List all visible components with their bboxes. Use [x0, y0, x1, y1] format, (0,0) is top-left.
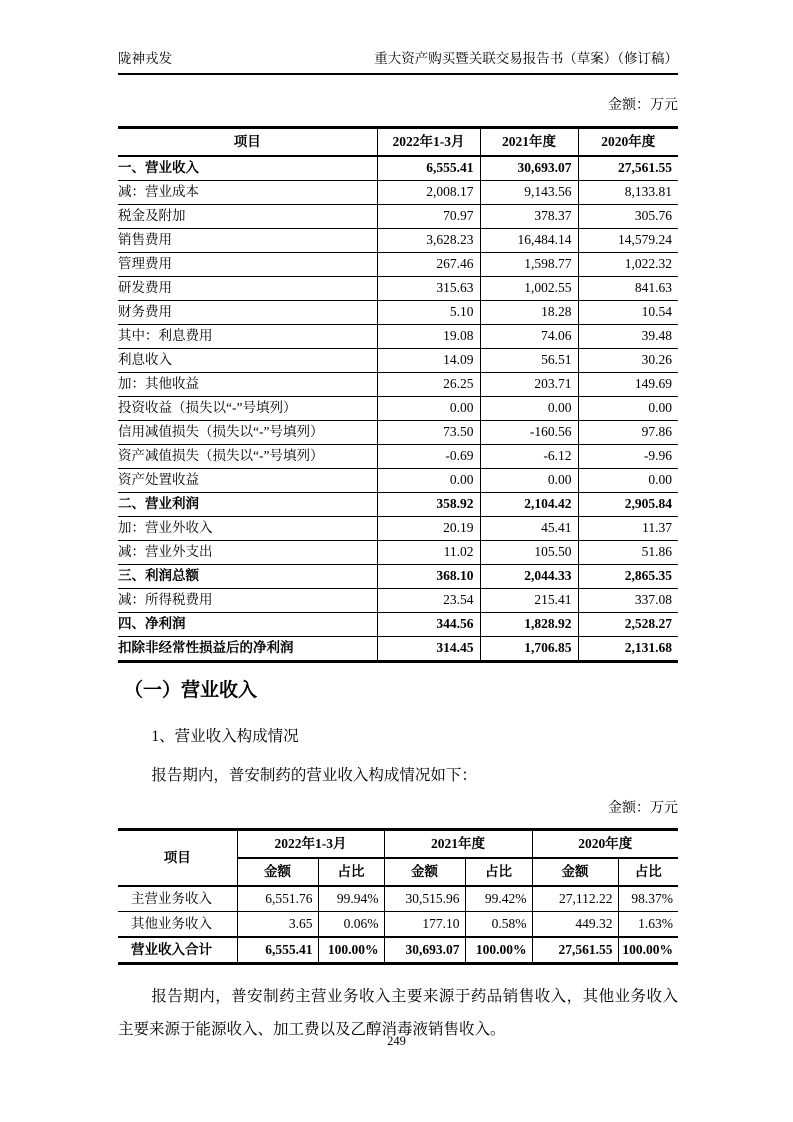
row-value: 2,905.84	[578, 493, 678, 517]
row-label: 一、营业收入	[118, 156, 377, 181]
table-row	[118, 397, 678, 421]
table-row	[118, 277, 678, 301]
column-header-2020: 2020年度	[578, 128, 678, 157]
row-value: 841.63	[578, 277, 678, 301]
table-row	[118, 253, 678, 277]
table-row	[118, 445, 678, 469]
row-value: 99.42%	[465, 886, 532, 912]
row-value: 74.06	[480, 325, 578, 349]
row-value: 6,555.41	[377, 156, 480, 181]
table-row	[118, 349, 678, 373]
row-value: 10.54	[578, 301, 678, 325]
revenue-subheader-amount: 金额	[237, 858, 318, 886]
section-heading: （一）营业收入	[124, 680, 258, 701]
row-value: 51.86	[578, 541, 678, 565]
header-company: 陇神戎发	[118, 51, 172, 66]
row-value: 6,551.76	[237, 886, 318, 912]
row-label: 财务费用	[118, 301, 377, 325]
table-row	[118, 301, 678, 325]
row-value: 1,022.32	[578, 253, 678, 277]
row-value: 18.28	[480, 301, 578, 325]
income-statement-header	[118, 128, 678, 157]
table-row	[118, 565, 678, 589]
row-label: 研发费用	[118, 277, 377, 301]
row-value: 11.37	[578, 517, 678, 541]
row-label: 加：营业外收入	[118, 517, 377, 541]
row-value: 2,528.27	[578, 613, 678, 637]
table-row	[118, 181, 678, 205]
table-row	[118, 156, 678, 181]
row-value: 1,002.55	[480, 277, 578, 301]
row-label: 四、净利润	[118, 613, 377, 637]
row-value: 30,693.07	[480, 156, 578, 181]
row-value: 0.00	[578, 469, 678, 493]
row-value: 177.10	[384, 912, 465, 938]
row-label: 税金及附加	[118, 205, 377, 229]
row-value: 100.00%	[465, 937, 532, 964]
row-value: 203.71	[480, 373, 578, 397]
revenue-subheader-amount: 金额	[384, 858, 465, 886]
row-value: 449.32	[532, 912, 618, 938]
revenue-subheader-ratio: 占比	[618, 858, 678, 886]
table-row	[118, 886, 678, 912]
row-value: 56.51	[480, 349, 578, 373]
row-value: 39.48	[578, 325, 678, 349]
row-value: 105.50	[480, 541, 578, 565]
income-statement-body	[118, 156, 678, 662]
row-value: 344.56	[377, 613, 480, 637]
row-value: -160.56	[480, 421, 578, 445]
income-statement-table	[118, 126, 678, 663]
row-value: 97.86	[578, 421, 678, 445]
revenue-header-2021: 2021年度	[384, 830, 532, 859]
revenue-header-2020: 2020年度	[532, 830, 678, 859]
row-value: 98.37%	[618, 886, 678, 912]
row-value: 1,598.77	[480, 253, 578, 277]
revenue-header-2022q1: 2022年1-3月	[237, 830, 384, 859]
row-label: 资产处置收益	[118, 469, 377, 493]
row-value: 23.54	[377, 589, 480, 613]
row-value: 1,706.85	[480, 637, 578, 662]
row-value: 30,515.96	[384, 886, 465, 912]
row-value: 14,579.24	[578, 229, 678, 253]
row-value: 99.94%	[318, 886, 384, 912]
table-row	[118, 937, 678, 964]
revenue-composition-table	[118, 828, 678, 965]
unit-note-top: 金额：万元	[608, 98, 678, 113]
row-value: -0.69	[377, 445, 480, 469]
table-row	[118, 637, 678, 662]
header-doc-title: 重大资产购买暨关联交易报告书（草案）（修订稿）	[374, 51, 678, 66]
row-value: 1.63%	[618, 912, 678, 938]
row-value: 5.10	[377, 301, 480, 325]
row-value: 9,143.56	[480, 181, 578, 205]
table-row	[118, 541, 678, 565]
row-value: 26.25	[377, 373, 480, 397]
row-value: 0.00	[480, 469, 578, 493]
running-header	[118, 50, 678, 75]
row-value: 358.92	[377, 493, 480, 517]
table-row	[118, 421, 678, 445]
row-label: 减：营业外支出	[118, 541, 377, 565]
row-value: 368.10	[377, 565, 480, 589]
row-value: 2,008.17	[377, 181, 480, 205]
row-value: 14.09	[377, 349, 480, 373]
row-label: 营业收入合计	[118, 937, 237, 964]
revenue-subheader-ratio: 占比	[318, 858, 384, 886]
row-value: 337.08	[578, 589, 678, 613]
row-label: 管理费用	[118, 253, 377, 277]
row-label: 主营业务收入	[118, 886, 237, 912]
row-value: 27,561.55	[578, 156, 678, 181]
revenue-table-header	[118, 830, 678, 887]
table-row	[118, 912, 678, 938]
row-value: 19.08	[377, 325, 480, 349]
row-label: 二、营业利润	[118, 493, 377, 517]
row-value: -9.96	[578, 445, 678, 469]
table-row	[118, 325, 678, 349]
row-value: 8,133.81	[578, 181, 678, 205]
page-number: 249	[387, 1034, 406, 1048]
row-value: 2,044.33	[480, 565, 578, 589]
row-value: 0.00	[377, 469, 480, 493]
table-row	[118, 229, 678, 253]
row-value: 16,484.14	[480, 229, 578, 253]
row-label: 三、利润总额	[118, 565, 377, 589]
row-value: 73.50	[377, 421, 480, 445]
row-label: 信用减值损失（损失以“-”号填列）	[118, 421, 377, 445]
row-value: 27,561.55	[532, 937, 618, 964]
row-label: 减：所得税费用	[118, 589, 377, 613]
row-value: 2,104.42	[480, 493, 578, 517]
row-value: 305.76	[578, 205, 678, 229]
row-value: 30,693.07	[384, 937, 465, 964]
row-value: 0.00	[578, 397, 678, 421]
row-value: 20.19	[377, 517, 480, 541]
unit-note-revenue: 金额：万元	[608, 801, 678, 816]
row-value: 215.41	[480, 589, 578, 613]
table-row	[118, 589, 678, 613]
revenue-table-body	[118, 886, 678, 964]
column-header-item: 项目	[118, 128, 377, 157]
row-value: 100.00%	[618, 937, 678, 964]
row-label: 扣除非经常性损益后的净利润	[118, 637, 377, 662]
row-value: 0.00	[480, 397, 578, 421]
row-label: 其他业务收入	[118, 912, 237, 938]
table-row	[118, 613, 678, 637]
row-value: 2,131.68	[578, 637, 678, 662]
row-label: 加：其他收益	[118, 373, 377, 397]
intro-paragraph: 报告期内，普安制药的营业收入构成情况如下：	[151, 767, 477, 784]
table-row	[118, 373, 678, 397]
row-label: 利息收入	[118, 349, 377, 373]
row-value: 70.97	[377, 205, 480, 229]
column-header-2021: 2021年度	[480, 128, 578, 157]
row-label: 其中：利息费用	[118, 325, 377, 349]
row-value: 267.46	[377, 253, 480, 277]
row-value: 3,628.23	[377, 229, 480, 253]
row-label: 资产减值损失（损失以“-”号填列）	[118, 445, 377, 469]
table-row	[118, 517, 678, 541]
row-value: 315.63	[377, 277, 480, 301]
row-value: 100.00%	[318, 937, 384, 964]
table-row	[118, 469, 678, 493]
row-value: 378.37	[480, 205, 578, 229]
row-label: 投资收益（损失以“-”号填列）	[118, 397, 377, 421]
row-value: 27,112.22	[532, 886, 618, 912]
revenue-subheader-amount: 金额	[532, 858, 618, 886]
row-value: 0.58%	[465, 912, 532, 938]
column-header-2022q1: 2022年1-3月	[377, 128, 480, 157]
row-value: 314.45	[377, 637, 480, 662]
row-value: 149.69	[578, 373, 678, 397]
row-value: -6.12	[480, 445, 578, 469]
row-value: 3.65	[237, 912, 318, 938]
row-value: 0.06%	[318, 912, 384, 938]
revenue-subheader-ratio: 占比	[465, 858, 532, 886]
row-value: 45.41	[480, 517, 578, 541]
row-value: 2,865.35	[578, 565, 678, 589]
row-value: 1,828.92	[480, 613, 578, 637]
closing-paragraph: 报告期内，普安制药主营业务收入主要来源于药品销售收入，其他业务收入主要来源于能源收入、加工费以及乙醇消毒液销售收入。	[118, 988, 678, 1038]
row-label: 减：营业成本	[118, 181, 377, 205]
table-row	[118, 493, 678, 517]
revenue-header-item: 项目	[118, 830, 237, 887]
row-value: 30.26	[578, 349, 678, 373]
row-value: 0.00	[377, 397, 480, 421]
table-row	[118, 205, 678, 229]
row-value: 6,555.41	[237, 937, 318, 964]
row-label: 销售费用	[118, 229, 377, 253]
row-value: 11.02	[377, 541, 480, 565]
subsection-title: 1、营业收入构成情况	[151, 728, 299, 745]
